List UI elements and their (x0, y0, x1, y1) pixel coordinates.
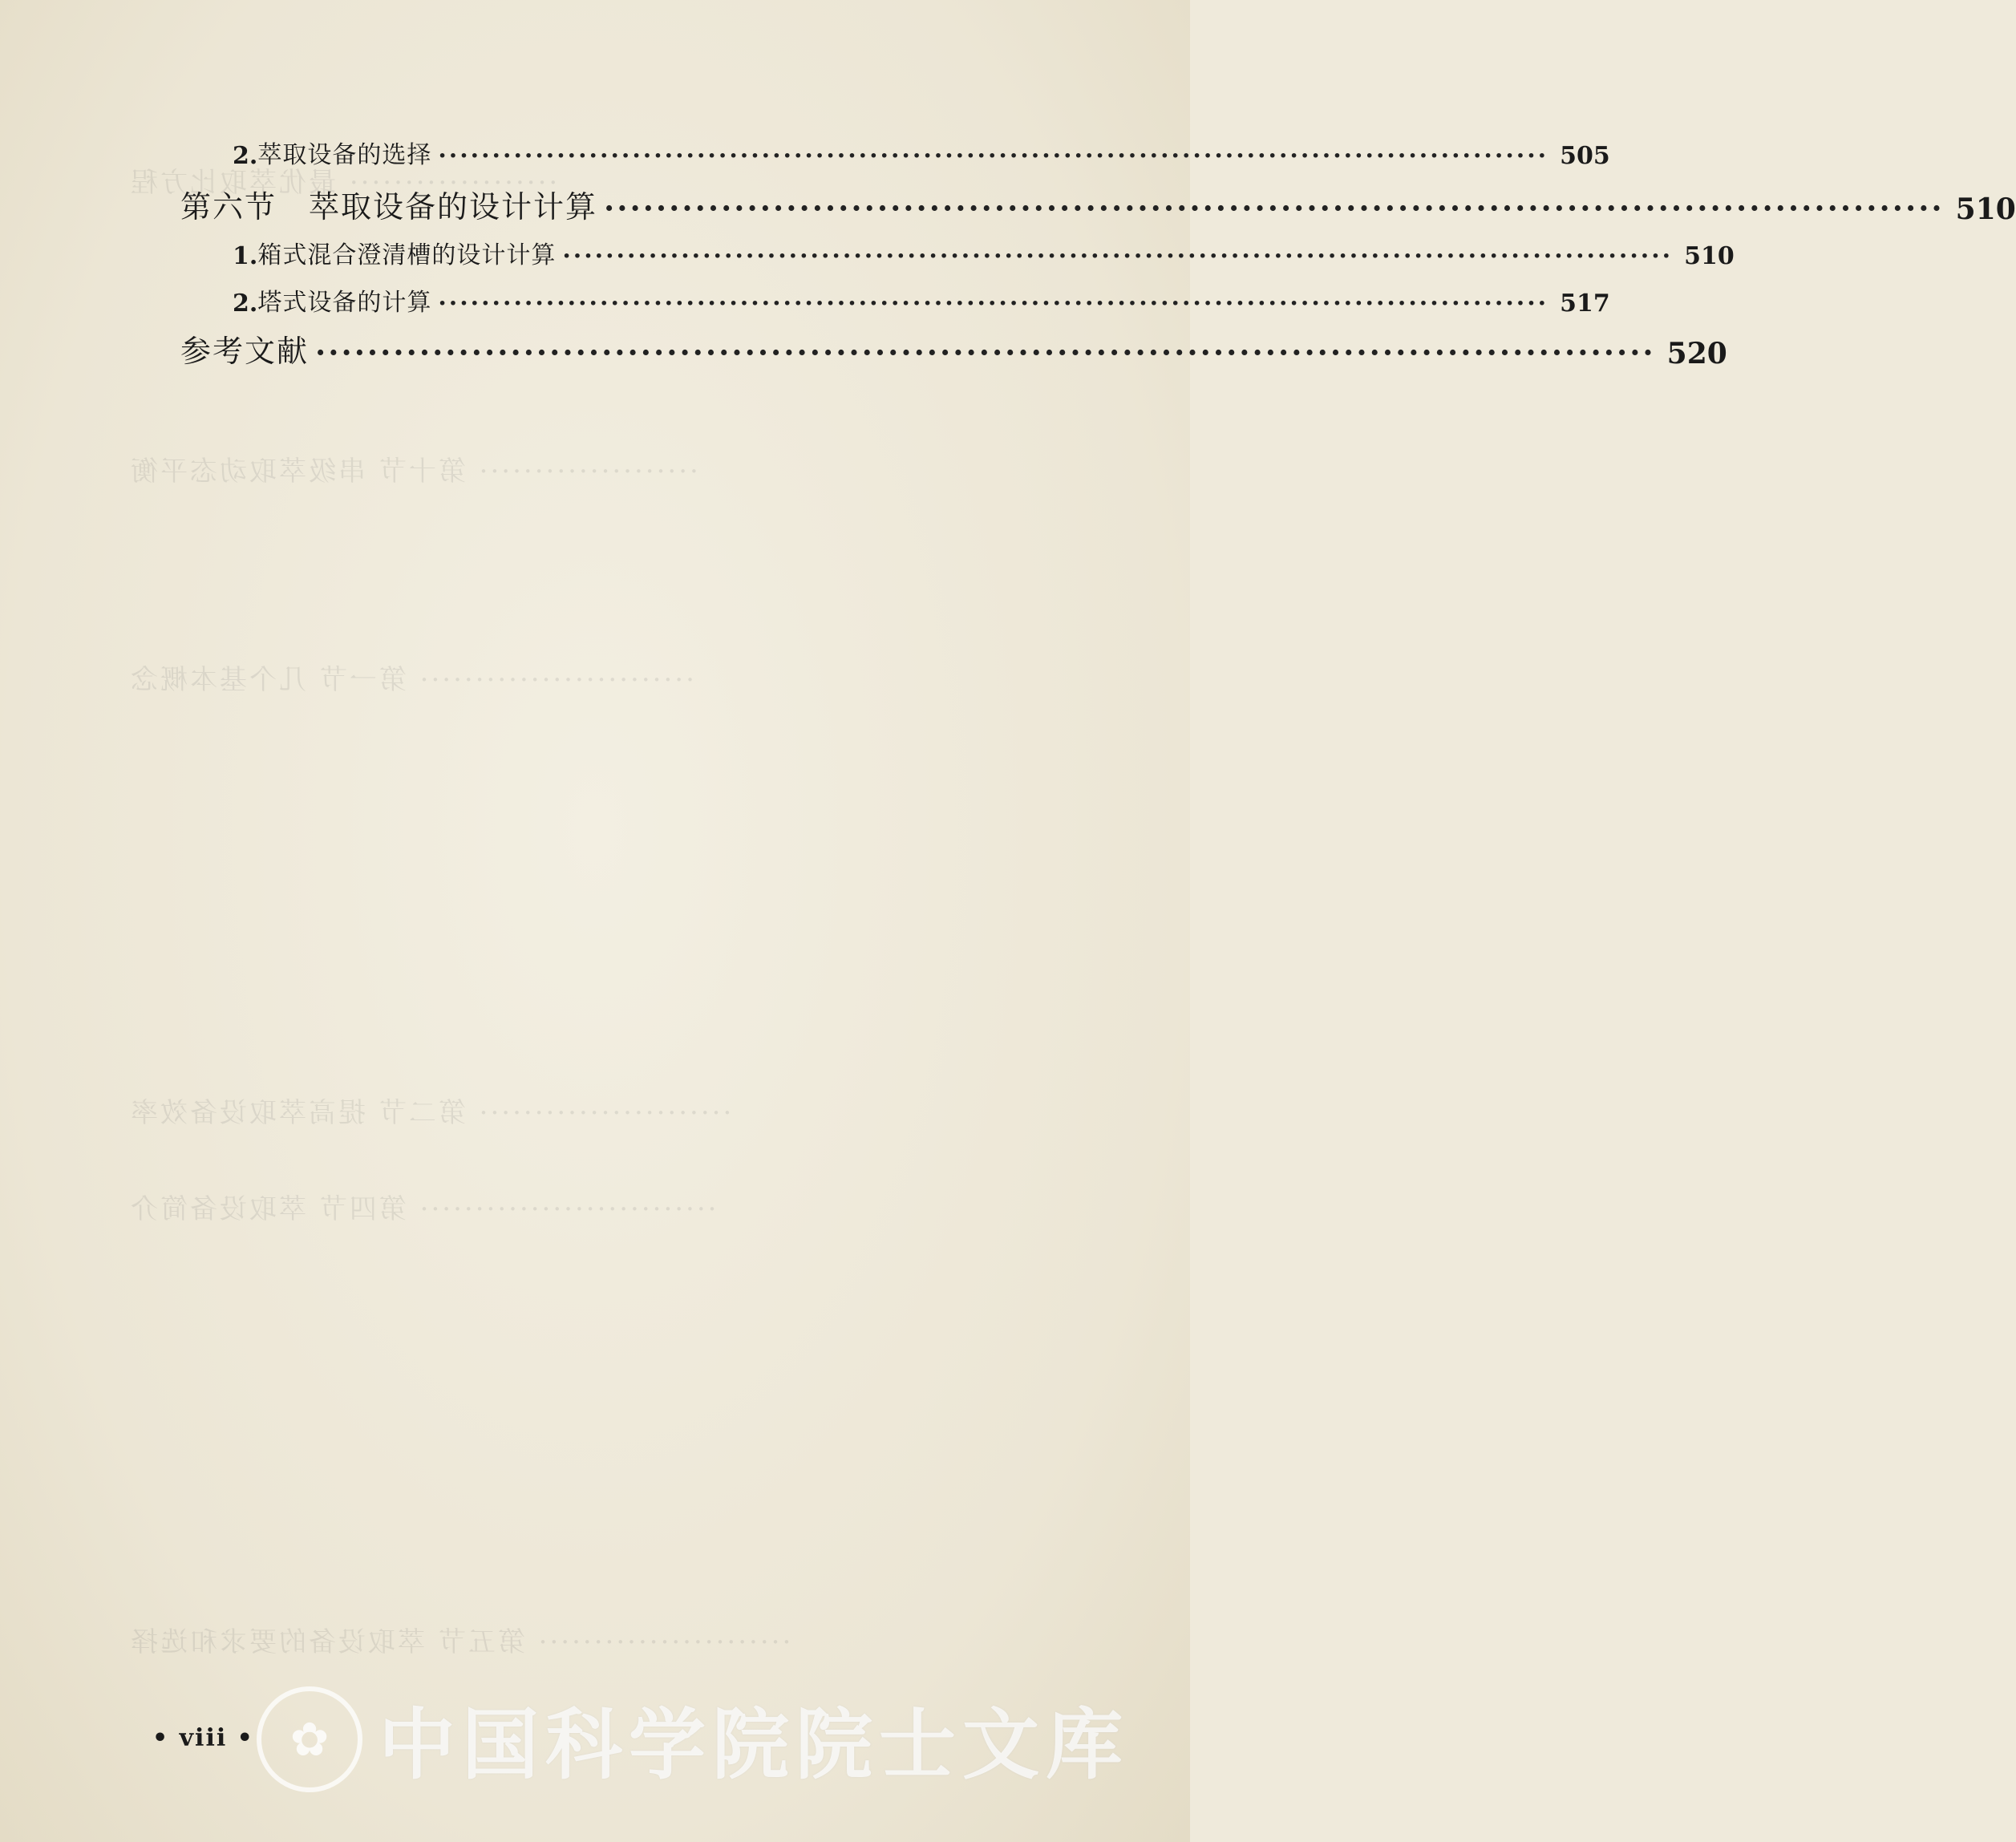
dot-leader: ······································································································· (438, 289, 1549, 318)
toc-entry[interactable] (180, 330, 1727, 370)
toc-entry[interactable] (233, 138, 1610, 170)
toc-entry-title: 塔式设备的计算 (257, 289, 432, 317)
show-through-text: ······················· 第二节 提高萃取设备效率 (128, 1097, 732, 1129)
dot-leader: ······································································································· (562, 242, 1674, 270)
toc-entry-page: 510 (1684, 242, 1735, 270)
dot-leader: ······································································································· (604, 190, 1945, 226)
show-through-text: ··················· 最优萃取比方程 (128, 167, 558, 199)
academy-seal-icon: ✿ (257, 1686, 362, 1792)
toc-entry-number: 2. (233, 142, 258, 170)
toc-entry-title: 萃取设备的选择 (257, 141, 432, 169)
toc-entry-title: 箱式混合澄清槽的设计计算 (257, 241, 557, 269)
toc-entry-page: 510 (1955, 192, 2016, 226)
show-through-text: ······················· 第五节 萃取设备的要求和选择 (128, 1626, 791, 1658)
toc-entry-title: 第六节 萃取设备的设计计算 (180, 189, 598, 225)
show-through-text: ························· 第一节 几个基本概念 (128, 664, 694, 696)
toc-entry-number: 2. (233, 289, 258, 318)
watermark-text: 中国科学院院士文库 (379, 1699, 1129, 1790)
toc-entry-number: 1. (233, 242, 258, 270)
toc-entry[interactable] (233, 285, 1610, 318)
show-through-text: ··························· 第四节 萃取设备简介 (128, 1193, 717, 1225)
toc-entry[interactable] (180, 186, 2016, 226)
toc-entry[interactable] (233, 238, 1735, 270)
toc-entry-page: 520 (1666, 337, 1727, 370)
toc-entry-title: 参考文献 (180, 334, 310, 369)
watermark (257, 1684, 1129, 1794)
toc-entry-page: 517 (1560, 289, 1610, 318)
show-through-text: ···················· 第十节 串级萃取动态平衡 (128, 455, 698, 488)
toc-entry-page: 505 (1560, 142, 1610, 170)
page-folio: • viii • (152, 1724, 254, 1752)
dot-leader: ······································································································· (315, 334, 1656, 370)
dot-leader: ······································································································· (438, 142, 1549, 170)
